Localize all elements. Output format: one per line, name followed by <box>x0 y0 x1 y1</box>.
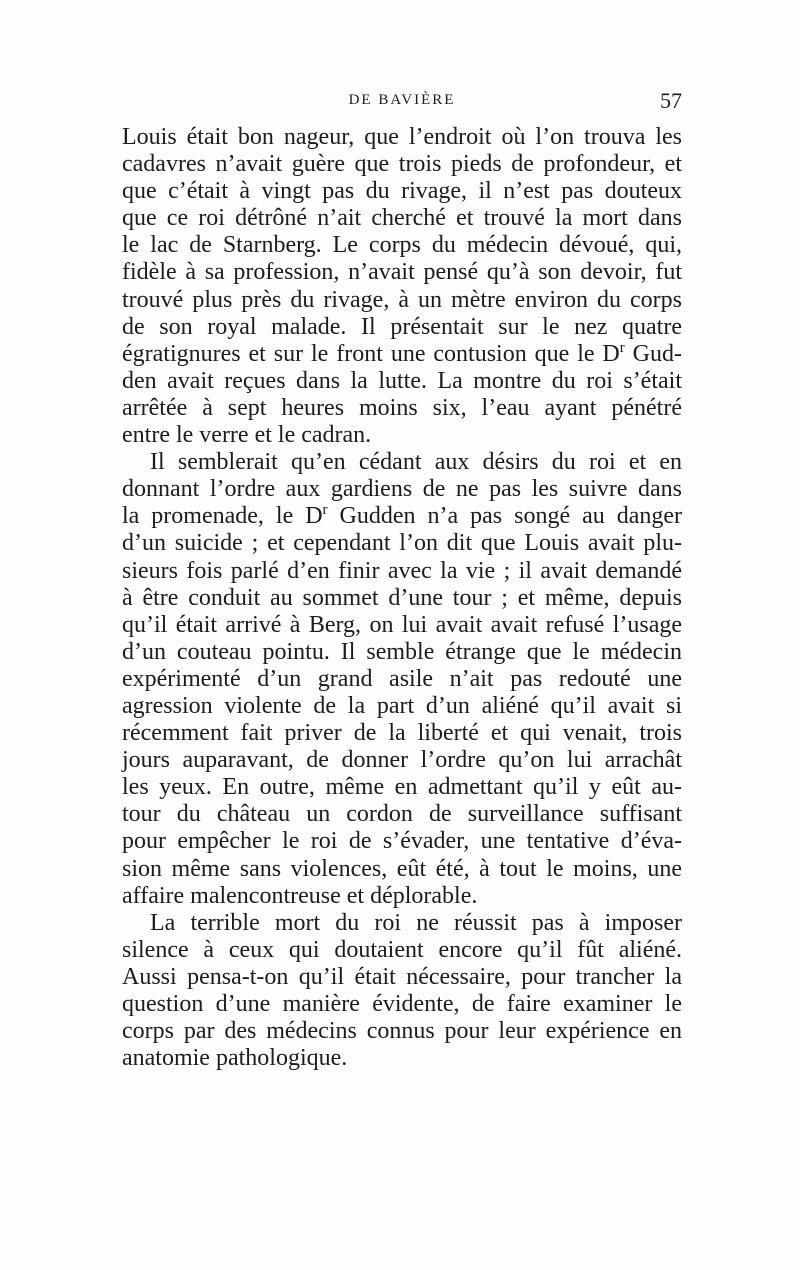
text-line: question d’une manière évidente, de faire examiner le <box>122 991 682 1017</box>
text-line: cadavres n’avait guère que trois pieds de profondeur, et <box>122 151 682 178</box>
text-line: expérimenté d’un grand asile n’ait pas redouté une <box>122 665 682 692</box>
body-text <box>122 124 682 1072</box>
superscript: r <box>322 502 328 519</box>
text-line: trouvé plus près du rivage, à un mètre environ du corps <box>122 286 682 313</box>
text-line: silence à ceux qui doutaient encore qu’il fût aliéné. <box>122 936 682 963</box>
text-line: La terrible mort du roi ne réussit pas à imposer <box>150 909 682 936</box>
text-fragment: Gudden n’a pas songé au danger <box>327 503 683 530</box>
text-line: récemment fait priver de la liberté et qui venait, trois <box>122 720 682 747</box>
running-head <box>122 88 682 118</box>
text-line: Il semblerait qu’en cédant aux désirs du roi et en <box>150 449 682 476</box>
text-line: affaire malencontreuse et déplorable. <box>122 882 478 909</box>
text-line <box>122 341 682 368</box>
text-line: anatomie pathologique. <box>122 1045 348 1072</box>
text-fragment: la promenade, le D <box>122 503 323 530</box>
text-line: d’un couteau pointu. Il semble étrange que le médecin <box>122 638 682 665</box>
page-number: 57 <box>660 88 682 113</box>
text-line: jours auparavant, de donner l’ordre qu’on lui arrachât <box>122 747 682 774</box>
paragraph <box>122 124 682 449</box>
text-line: fidèle à sa profession, n’avait pensé qu’à son devoir, fut <box>122 259 682 286</box>
text-line: corps par des médecins connus pour leur expérience en <box>122 1018 682 1045</box>
text-line: den avait reçues dans la lutte. La montre du roi s’était <box>122 367 682 394</box>
text-line: sieurs fois parlé d’en finir avec la vie ; il avait demandé <box>122 557 682 584</box>
text-line: que c’était à vingt pas du rivage, il n’est pas douteux <box>122 178 682 205</box>
text-line: tour du château un cordon de surveillance suffisant <box>122 801 682 828</box>
paragraph <box>122 910 682 1073</box>
text-line: Aussi pensa-t-on qu’il était nécessaire, pour trancher la <box>122 963 682 990</box>
text-line: Louis était bon nageur, que l’endroit où l’on trouva les <box>122 124 682 150</box>
text-line: donnant l’ordre aux gardiens de ne pas les suivre dans <box>122 476 682 503</box>
text-line: le lac de Starnberg. Le corps du médecin dévoué, qui, <box>122 232 682 259</box>
text-line: à être conduit au sommet d’une tour ; et même, depuis <box>122 584 682 611</box>
text-line: entre le verre et le cadran. <box>122 422 372 449</box>
text-line: arrêtée à sept heures moins six, l’eau ayant pénétré <box>122 394 682 421</box>
superscript: r <box>619 339 625 356</box>
paragraph <box>122 449 682 910</box>
text-line: de son royal malade. Il présentait sur le nez quatre <box>122 313 682 340</box>
text-line: les yeux. En outre, même en admettant qu’il y eût au- <box>122 774 682 801</box>
text-line: que ce roi détrôné n’ait cherché et trouvé la mort dans <box>122 205 682 232</box>
text-fragment: égratignures et sur le front une contusion que le D <box>122 340 620 367</box>
text-line: qu’il était arrivé à Berg, on lui avait avait refusé l’usage <box>122 611 682 638</box>
text-line: sion même sans violences, eût été, à tout le moins, une <box>122 855 682 882</box>
text-line <box>122 503 682 530</box>
text-line: pour empêcher le roi de s’évader, une tentative d’éva- <box>122 828 682 855</box>
running-title: DE BAVIÈRE <box>348 92 456 108</box>
text-line: d’un suicide ; et cependant l’on dit que Louis avait plu- <box>122 530 682 557</box>
text-fragment: Gud- <box>624 340 683 367</box>
text-line: agression violente de la part d’un aliéné qu’il avait si <box>122 692 682 719</box>
